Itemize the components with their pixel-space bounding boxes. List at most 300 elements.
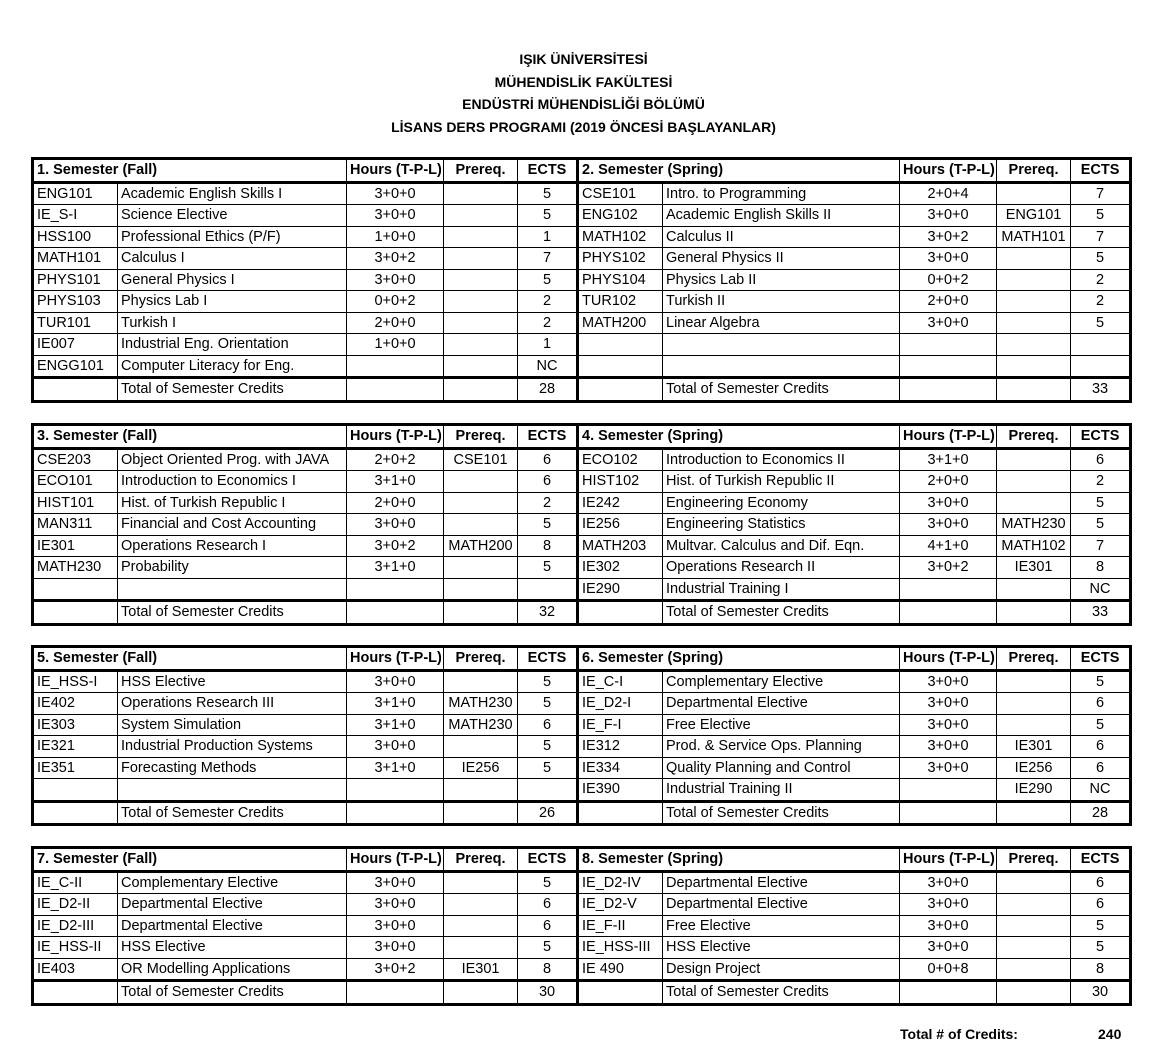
course-code: [578, 355, 663, 378]
course-prereq: IE301: [444, 958, 518, 981]
ects-header: ECTS: [1071, 647, 1131, 671]
course-prereq: [444, 334, 518, 356]
course-hours: [900, 334, 997, 356]
course-ects: 5: [518, 269, 578, 291]
course-name: Professional Ethics (P/F): [118, 226, 347, 248]
course-row: [33, 557, 1131, 579]
course-code: IE403: [33, 958, 118, 981]
course-code: IE_F-II: [578, 915, 663, 937]
ects-header: ECTS: [518, 425, 578, 449]
total-credits-value: 240: [1098, 1026, 1122, 1042]
semester-total-ects: 30: [518, 981, 578, 1005]
course-name: Free Elective: [663, 714, 900, 736]
course-code: IE_D2-III: [33, 915, 118, 937]
course-prereq: MATH230: [997, 514, 1071, 536]
course-code: MATH102: [578, 226, 663, 248]
course-ects: 8: [1071, 557, 1131, 579]
course-ects: 2: [518, 312, 578, 334]
course-prereq: ENG101: [997, 205, 1071, 227]
course-row: [33, 736, 1131, 758]
course-code: PHYS102: [578, 248, 663, 270]
course-row: [33, 670, 1131, 693]
course-prereq: [997, 915, 1071, 937]
course-name: Prod. & Service Ops. Planning: [663, 736, 900, 758]
course-prereq: [444, 312, 518, 334]
course-row: [33, 205, 1131, 227]
course-code: IE334: [578, 757, 663, 779]
document-header: [0, 48, 1167, 138]
university-title: IŞIK ÜNİVERSİTESİ: [519, 51, 648, 67]
semester-total-row: [33, 801, 1131, 825]
course-name: Physics Lab I: [118, 291, 347, 313]
course-code: IE402: [33, 693, 118, 715]
course-ects: 8: [1071, 958, 1131, 981]
course-code: HSS100: [33, 226, 118, 248]
course-hours: 3+0+0: [347, 736, 444, 758]
total-spacer: [578, 601, 663, 625]
course-ects: 6: [1071, 693, 1131, 715]
course-name: Operations Research III: [118, 693, 347, 715]
course-name: Departmental Elective: [663, 894, 900, 916]
course-prereq: [997, 937, 1071, 959]
course-ects: 5: [518, 557, 578, 579]
course-hours: [347, 355, 444, 378]
course-row: [33, 448, 1131, 471]
course-prereq: IE301: [997, 557, 1071, 579]
course-code: IE_D2-V: [578, 894, 663, 916]
total-spacer: [347, 601, 444, 625]
course-ects: 5: [518, 693, 578, 715]
course-ects: 6: [518, 894, 578, 916]
course-prereq: [444, 269, 518, 291]
course-hours: [900, 779, 997, 802]
course-code: IE390: [578, 779, 663, 802]
course-code: MAN311: [33, 514, 118, 536]
course-ects: 5: [1071, 514, 1131, 536]
course-ects: 1: [518, 226, 578, 248]
semester-title: 4. Semester (Spring): [578, 425, 900, 449]
total-label: Total of Semester Credits: [663, 601, 900, 625]
course-name: Academic English Skills II: [663, 205, 900, 227]
course-ects: 5: [1071, 714, 1131, 736]
ects-header: ECTS: [518, 159, 578, 183]
course-code: IE321: [33, 736, 118, 758]
total-spacer: [997, 601, 1071, 625]
ects-header: ECTS: [1071, 425, 1131, 449]
course-prereq: [997, 894, 1071, 916]
semester-header-row: [33, 425, 1131, 449]
prereq-header: Prereq.: [997, 848, 1071, 872]
course-name: Calculus I: [118, 248, 347, 270]
total-label: Total of Semester Credits: [663, 981, 900, 1005]
semester-title: 8. Semester (Spring): [578, 848, 900, 872]
course-hours: 3+1+0: [347, 471, 444, 493]
course-row: [33, 894, 1131, 916]
course-ects: 2: [1071, 269, 1131, 291]
course-hours: [900, 355, 997, 378]
course-name: Introduction to Economics I: [118, 471, 347, 493]
course-hours: 4+1+0: [900, 535, 997, 557]
total-label: Total of Semester Credits: [663, 801, 900, 825]
total-spacer: [578, 801, 663, 825]
course-ects: 5: [518, 205, 578, 227]
course-ects: 5: [1071, 248, 1131, 270]
course-ects: 5: [518, 736, 578, 758]
course-prereq: [997, 182, 1071, 205]
course-code: TUR102: [578, 291, 663, 313]
course-prereq: [997, 693, 1071, 715]
semester-total-ects: 33: [1071, 601, 1131, 625]
course-name: Academic English Skills I: [118, 182, 347, 205]
course-name: Design Project: [663, 958, 900, 981]
course-hours: 3+0+0: [347, 269, 444, 291]
course-code: HIST102: [578, 471, 663, 493]
course-hours: 3+1+0: [347, 693, 444, 715]
hours-header: Hours (T-P-L): [900, 425, 997, 449]
course-hours: 3+0+0: [900, 871, 997, 894]
course-code: IE_D2-I: [578, 693, 663, 715]
course-name: Object Oriented Prog. with JAVA: [118, 448, 347, 471]
semester-title: 7. Semester (Fall): [33, 848, 347, 872]
course-hours: 3+1+0: [347, 757, 444, 779]
hours-header: Hours (T-P-L): [347, 425, 444, 449]
ects-header: ECTS: [518, 848, 578, 872]
course-hours: [900, 578, 997, 601]
semester-total-row: [33, 601, 1131, 625]
course-code: IE256: [578, 514, 663, 536]
semester-total-row: [33, 378, 1131, 402]
course-ects: 5: [518, 937, 578, 959]
course-ects: 5: [1071, 937, 1131, 959]
course-hours: 3+0+0: [900, 693, 997, 715]
course-ects: 7: [1071, 535, 1131, 557]
total-spacer: [33, 601, 118, 625]
course-name: Departmental Elective: [118, 894, 347, 916]
course-ects: 5: [518, 871, 578, 894]
total-spacer: [347, 801, 444, 825]
course-code: [33, 779, 118, 802]
prereq-header: Prereq.: [997, 647, 1071, 671]
prereq-header: Prereq.: [444, 848, 518, 872]
semester-total-ects: 33: [1071, 378, 1131, 402]
course-name: Complementary Elective: [118, 871, 347, 894]
total-spacer: [900, 981, 997, 1005]
total-spacer: [578, 981, 663, 1005]
course-prereq: [444, 226, 518, 248]
course-row: [33, 915, 1131, 937]
course-row: [33, 269, 1131, 291]
course-code: MATH230: [33, 557, 118, 579]
prereq-header: Prereq.: [997, 159, 1071, 183]
course-code: PHYS101: [33, 269, 118, 291]
course-prereq: [444, 355, 518, 378]
course-ects: 5: [1071, 312, 1131, 334]
course-prereq: MATH200: [444, 535, 518, 557]
department-title: ENDÜSTRİ MÜHENDİSLİĞİ BÖLÜMÜ: [462, 96, 705, 112]
course-prereq: [997, 334, 1071, 356]
course-ects: 7: [1071, 226, 1131, 248]
course-hours: 3+0+2: [347, 958, 444, 981]
course-name: HSS Elective: [118, 937, 347, 959]
course-hours: 1+0+0: [347, 334, 444, 356]
total-spacer: [347, 981, 444, 1005]
course-ects: 5: [1071, 492, 1131, 514]
course-code: IE_S-I: [33, 205, 118, 227]
course-code: [578, 334, 663, 356]
course-prereq: IE256: [444, 757, 518, 779]
hours-header: Hours (T-P-L): [900, 159, 997, 183]
course-row: [33, 871, 1131, 894]
course-hours: 3+0+0: [900, 670, 997, 693]
course-code: IE_F-I: [578, 714, 663, 736]
course-code: IE302: [578, 557, 663, 579]
course-hours: 3+1+0: [347, 557, 444, 579]
course-name: Operations Research I: [118, 535, 347, 557]
total-credits-label: Total # of Credits:: [900, 1026, 1018, 1042]
course-code: IE_HSS-I: [33, 670, 118, 693]
semester-header-row: [33, 159, 1131, 183]
course-code: IE007: [33, 334, 118, 356]
course-code: IE351: [33, 757, 118, 779]
course-ects: 6: [518, 915, 578, 937]
course-ects: 5: [1071, 205, 1131, 227]
course-hours: 3+1+0: [900, 448, 997, 471]
total-spacer: [997, 981, 1071, 1005]
course-name: Probability: [118, 557, 347, 579]
course-ects: 2: [1071, 471, 1131, 493]
total-spacer: [444, 601, 518, 625]
course-hours: 2+0+0: [347, 312, 444, 334]
course-row: [33, 514, 1131, 536]
total-label: Total of Semester Credits: [118, 601, 347, 625]
course-hours: 0+0+8: [900, 958, 997, 981]
course-prereq: [444, 248, 518, 270]
course-prereq: [997, 269, 1071, 291]
total-spacer: [997, 378, 1071, 402]
course-prereq: [997, 958, 1071, 981]
course-prereq: [997, 492, 1071, 514]
course-hours: 3+0+0: [900, 915, 997, 937]
course-name: HSS Elective: [663, 937, 900, 959]
total-spacer: [900, 801, 997, 825]
course-name: Industrial Eng. Orientation: [118, 334, 347, 356]
prereq-header: Prereq.: [444, 425, 518, 449]
total-label: Total of Semester Credits: [663, 378, 900, 402]
total-spacer: [578, 378, 663, 402]
course-code: IE_C-II: [33, 871, 118, 894]
course-code: CSE203: [33, 448, 118, 471]
course-code: [33, 578, 118, 601]
course-row: [33, 226, 1131, 248]
course-name: [663, 334, 900, 356]
semester-total-ects: 32: [518, 601, 578, 625]
course-ects: [518, 578, 578, 601]
hours-header: Hours (T-P-L): [347, 848, 444, 872]
course-row: [33, 334, 1131, 356]
course-name: Quality Planning and Control: [663, 757, 900, 779]
course-name: General Physics II: [663, 248, 900, 270]
course-ects: 6: [518, 448, 578, 471]
course-hours: [347, 578, 444, 601]
course-hours: 2+0+4: [900, 182, 997, 205]
course-code: IE290: [578, 578, 663, 601]
course-row: [33, 958, 1131, 981]
course-name: Hist. of Turkish Republic II: [663, 471, 900, 493]
course-code: IE242: [578, 492, 663, 514]
semester-total-row: [33, 981, 1131, 1005]
course-hours: 3+0+0: [900, 514, 997, 536]
course-code: IE303: [33, 714, 118, 736]
course-code: IE_C-I: [578, 670, 663, 693]
semester-title: 5. Semester (Fall): [33, 647, 347, 671]
course-name: Hist. of Turkish Republic I: [118, 492, 347, 514]
prereq-header: Prereq.: [444, 647, 518, 671]
total-spacer: [33, 801, 118, 825]
course-hours: 3+0+0: [900, 714, 997, 736]
semester-total-ects: 26: [518, 801, 578, 825]
course-name: Engineering Statistics: [663, 514, 900, 536]
course-row: [33, 182, 1131, 205]
semester-total-ects: 28: [1071, 801, 1131, 825]
course-prereq: [997, 471, 1071, 493]
course-prereq: [444, 578, 518, 601]
course-hours: 3+0+0: [900, 736, 997, 758]
course-prereq: [444, 779, 518, 802]
course-name: Multvar. Calculus and Dif. Eqn.: [663, 535, 900, 557]
course-code: ENG102: [578, 205, 663, 227]
course-row: [33, 578, 1131, 601]
course-hours: 3+1+0: [347, 714, 444, 736]
course-name: System Simulation: [118, 714, 347, 736]
course-prereq: [444, 937, 518, 959]
course-hours: [347, 779, 444, 802]
course-ects: [1071, 355, 1131, 378]
ects-header: ECTS: [1071, 848, 1131, 872]
course-prereq: [997, 871, 1071, 894]
course-ects: 5: [518, 182, 578, 205]
course-prereq: [444, 670, 518, 693]
course-hours: 3+0+0: [900, 205, 997, 227]
course-prereq: [997, 670, 1071, 693]
course-name: Turkish I: [118, 312, 347, 334]
course-prereq: IE301: [997, 736, 1071, 758]
course-prereq: [444, 514, 518, 536]
prereq-header: Prereq.: [444, 159, 518, 183]
course-ects: 8: [518, 958, 578, 981]
semester-title: 2. Semester (Spring): [578, 159, 900, 183]
course-prereq: [444, 291, 518, 313]
course-ects: 5: [518, 670, 578, 693]
course-ects: 5: [518, 514, 578, 536]
total-spacer: [997, 801, 1071, 825]
course-name: Computer Literacy for Eng.: [118, 355, 347, 378]
course-hours: 3+0+0: [347, 205, 444, 227]
program-title: LİSANS DERS PROGRAMI (2019 ÖNCESİ BAŞLAYANLAR): [391, 118, 776, 135]
course-row: [33, 937, 1131, 959]
course-name: Turkish II: [663, 291, 900, 313]
course-name: [663, 355, 900, 378]
semester-total-ects: 30: [1071, 981, 1131, 1005]
course-prereq: IE290: [997, 779, 1071, 802]
semester-block-3: [31, 645, 1132, 826]
total-spacer: [900, 378, 997, 402]
course-code: ECO102: [578, 448, 663, 471]
course-ects: 2: [518, 492, 578, 514]
course-name: Engineering Economy: [663, 492, 900, 514]
ects-header: ECTS: [1071, 159, 1131, 183]
course-ects: 7: [1071, 182, 1131, 205]
course-name: General Physics I: [118, 269, 347, 291]
course-hours: 3+0+0: [347, 182, 444, 205]
course-name: Departmental Elective: [663, 871, 900, 894]
course-ects: NC: [1071, 779, 1131, 802]
prereq-header: Prereq.: [997, 425, 1071, 449]
course-hours: 3+0+2: [347, 535, 444, 557]
semester-total-ects: 28: [518, 378, 578, 402]
course-hours: 3+0+0: [900, 757, 997, 779]
course-hours: 3+0+0: [900, 894, 997, 916]
course-name: Intro. to Programming: [663, 182, 900, 205]
course-code: PHYS104: [578, 269, 663, 291]
course-code: MATH203: [578, 535, 663, 557]
course-hours: 2+0+2: [347, 448, 444, 471]
course-ects: 6: [1071, 894, 1131, 916]
course-name: Industrial Training II: [663, 779, 900, 802]
course-hours: 0+0+2: [900, 269, 997, 291]
course-hours: 3+0+0: [347, 871, 444, 894]
course-code: ENG101: [33, 182, 118, 205]
course-ects: 1: [518, 334, 578, 356]
course-prereq: IE256: [997, 757, 1071, 779]
course-prereq: [997, 312, 1071, 334]
course-hours: 3+0+0: [900, 492, 997, 514]
faculty-title: MÜHENDİSLİK FAKÜLTESİ: [494, 73, 673, 90]
course-row: [33, 779, 1131, 802]
course-hours: 3+0+0: [900, 312, 997, 334]
course-hours: 3+0+0: [347, 670, 444, 693]
course-name: HSS Elective: [118, 670, 347, 693]
semester-block-1: [31, 157, 1132, 403]
course-name: Departmental Elective: [118, 915, 347, 937]
course-hours: 2+0+0: [900, 291, 997, 313]
ects-header: ECTS: [518, 647, 578, 671]
course-name: Science Elective: [118, 205, 347, 227]
course-ects: 5: [518, 757, 578, 779]
course-row: [33, 693, 1131, 715]
course-ects: 6: [1071, 871, 1131, 894]
course-prereq: [444, 182, 518, 205]
total-spacer: [444, 801, 518, 825]
course-prereq: [444, 492, 518, 514]
course-hours: 3+0+2: [347, 248, 444, 270]
course-code: IE301: [33, 535, 118, 557]
course-prereq: [997, 578, 1071, 601]
total-spacer: [444, 981, 518, 1005]
course-prereq: MATH230: [444, 714, 518, 736]
course-code: MATH101: [33, 248, 118, 270]
course-name: Forecasting Methods: [118, 757, 347, 779]
course-hours: 1+0+0: [347, 226, 444, 248]
course-row: [33, 714, 1131, 736]
total-spacer: [33, 981, 118, 1005]
course-row: [33, 291, 1131, 313]
course-row: [33, 471, 1131, 493]
course-prereq: [997, 448, 1071, 471]
course-ects: [518, 779, 578, 802]
total-label: Total of Semester Credits: [118, 981, 347, 1005]
course-ects: NC: [518, 355, 578, 378]
course-code: PHYS103: [33, 291, 118, 313]
